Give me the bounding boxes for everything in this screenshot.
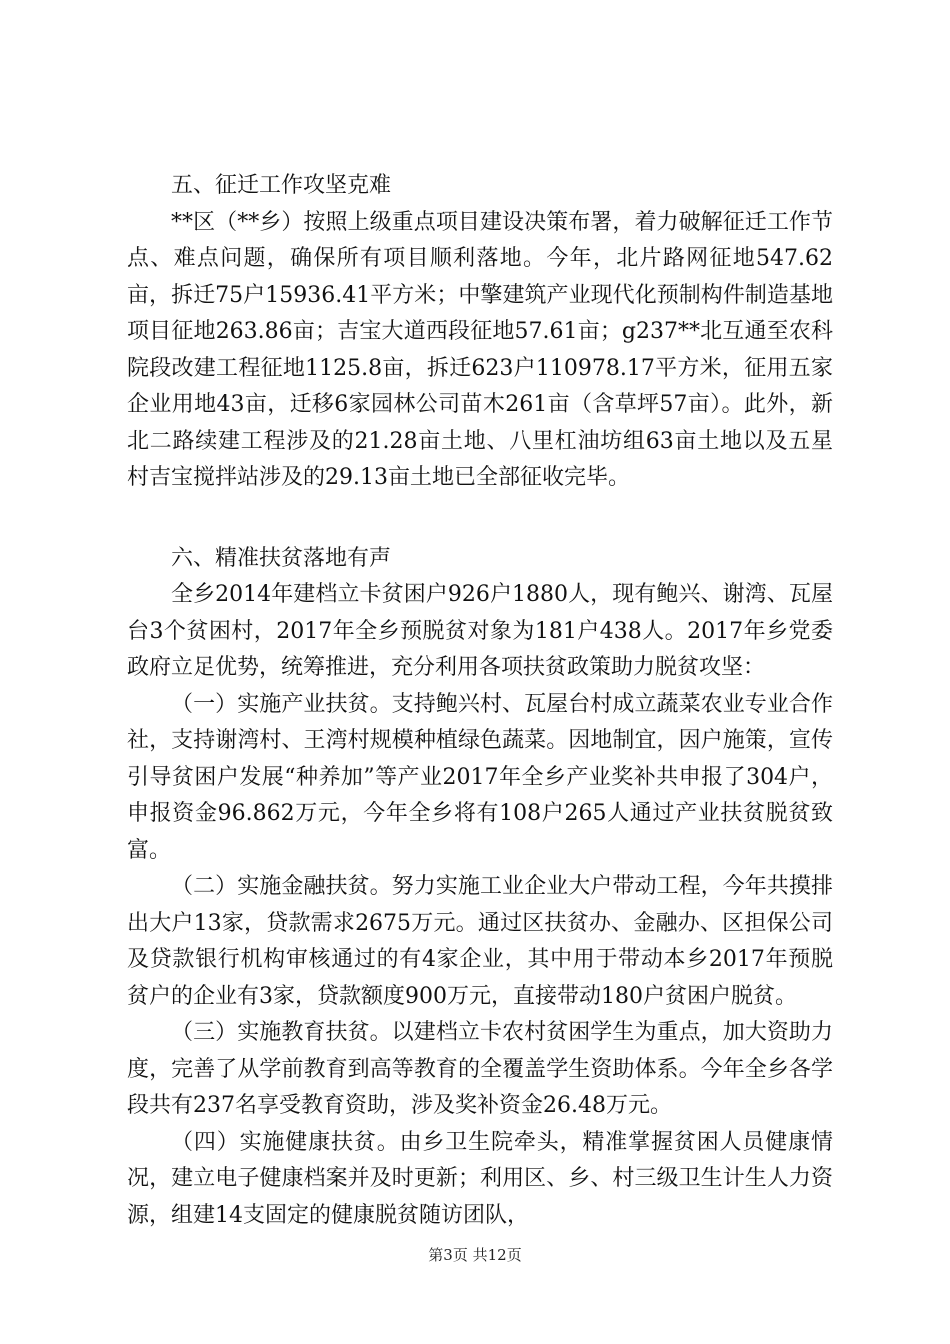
paragraph-industry-support: （一）实施产业扶贫。支持鲍兴村、瓦屋台村成立蔬菜农业专业合作社，支持谢湾村、王湾村规模种植绿色蔬菜。因地制宜，因户施策，宣传引导贫困户发展“种养加”等产业2017年全乡产业奖补共申报了304户，申报资金96.862万元，今年全乡将有108户265人通过产业扶贫脱贫致富。 xyxy=(127,691,833,863)
paragraph-resettlement: **区（**乡）按照上级重点项目建设决策布署，着力破解征迁工作节点、难点问题，确保所有项目顺利落地。今年，北片路网征地547.62亩，拆迁75户15936.41平方米；中擎建筑产业现代化预制构件制造基地项目征地263.86亩；吉宝大道西段征地57.61亩；g237**北互通至农科院段改建工程征地1125.8亩，拆迁623户110978.17平方米，征用五家企业用地43亩，迁移6家园林公司苗木261亩（含草坪57亩）。此外，新北二路续建工程涉及的21.28亩土地、八里杠油坊组63亩土地以及五星村吉宝搅拌站涉及的29.13亩土地已全部征收完毕。 xyxy=(127,209,834,490)
paragraph-financial-support: （二）实施金融扶贫。努力实施工业企业大户带动工程，今年共摸排出大户13家，贷款需求2675万元。通过区扶贫办、金融办、区担保公司及贷款银行机构审核通过的有4家企业，其中用于带动本乡2017年预脱贫户的企业有3家，贷款额度900万元，直接带动180户贫困户脱贫。 xyxy=(127,874,833,1009)
paragraph-health-support: （四）实施健康扶贫。由乡卫生院牵头，精准掌握贫困人员健康情况，建立电子健康档案并及时更新；利用区、乡、村三级卫生计生人力资源，组建14支固定的健康脱贫随访团队， xyxy=(127,1129,833,1228)
page-footer xyxy=(0,1245,950,1265)
paragraph-poverty-overview: 全乡2014年建档立卡贫困户926户1880人，现有鲍兴、谢湾、瓦屋台3个贫困村，2017年全乡预脱贫对象为181户438人。2017年乡党委政府立足优势，统筹推进，充分利用各项扶贫政策助力脱贫攻坚： xyxy=(127,582,833,680)
page-number: 第3页 共12页 xyxy=(428,1246,522,1264)
section-heading-resettlement: 五、征迁工作攻坚克难 xyxy=(171,173,392,198)
section-heading-poverty-alleviation: 六、精准扶贫落地有声 xyxy=(171,545,392,571)
paragraph-education-support: （三）实施教育扶贫。以建档立卡农村贫困学生为重点，加大资助力度，完善了从学前教育到高等教育的全覆盖学生资助体系。今年全乡各学段共有237名享受教育资助，涉及奖补资金26.48万元。 xyxy=(127,1020,833,1118)
section-gap xyxy=(127,497,833,541)
document-body xyxy=(127,168,833,1234)
